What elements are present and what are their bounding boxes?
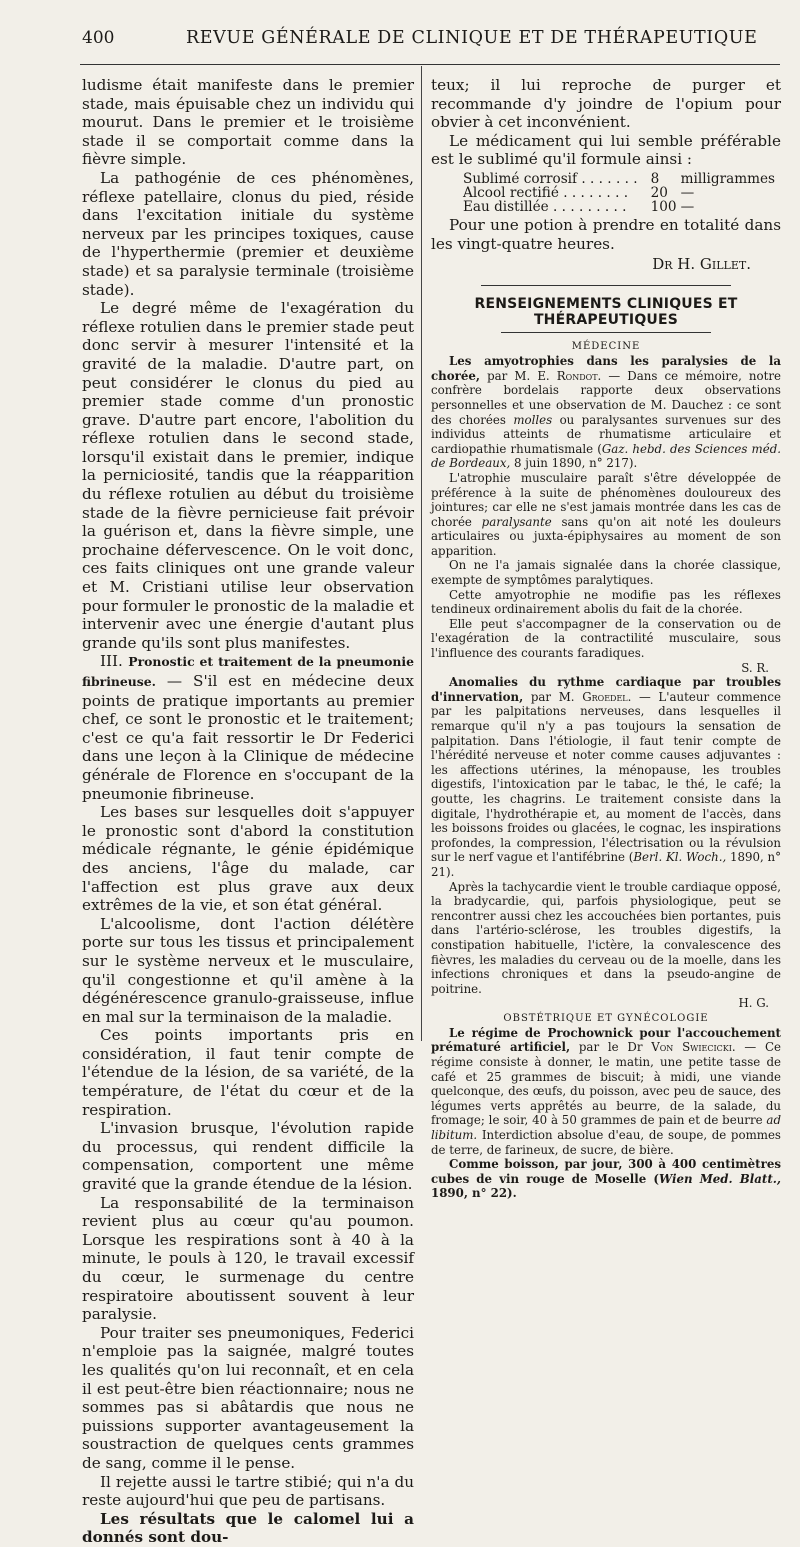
article-paragraph: Cette amyotrophie ne modifie pas les réflexes tendineux ordinairement abolis du fait de la chorée. bbox=[431, 587, 781, 617]
formula-row bbox=[431, 200, 781, 214]
section-number: III. bbox=[100, 652, 123, 671]
paragraph: L'invasion brusque, l'évolution rapide du processus, qui rendent difficile la compensation, comportent une même gravité que la grande étendue de la lésion. bbox=[82, 1119, 414, 1194]
article-title: Les amyotrophies dans les paralysies de la chorée, bbox=[431, 354, 781, 383]
formula-ingredient: Eau distillée . . . . . . . . . bbox=[463, 198, 627, 215]
article-paragraph: On ne l'a jamais signalée dans la chorée classique, exempte de symptômes paralytiques. bbox=[431, 558, 781, 588]
section-title: RENSEIGNEMENTS CLINIQUES ET THÉRAPEUTIQUES bbox=[474, 296, 738, 329]
formula-unit: — bbox=[680, 184, 695, 201]
paragraph: La responsabilité de la terminaison revient plus au cœur qu'au poumon. Lorsque les respirations sont à 40 à la minute, le pouls à 120, le travail excessif du cœur, le surmenage du centre respiratoire aboutissent souvent à leur paralysie. bbox=[82, 1193, 414, 1324]
page-header bbox=[0, 26, 800, 56]
formula-quantity: 8 bbox=[650, 170, 660, 187]
formula-row bbox=[431, 186, 781, 200]
article-paragraph: L'atrophie musculaire paraît s'être développée de préférence à la suite de phénomènes douloureux des jointures; car elle ne s'est jamais montrée dans les cas de chorée paralysante sans qu'on ait noté les douleurs articulaires ou juxta-épiphysaires au moment de son apparition. bbox=[431, 470, 781, 558]
formula-row bbox=[431, 172, 781, 186]
paragraph: Les bases sur lesquelles doit s'appuyer le pronostic sont d'abord la constitution médicale régnante, le génie épidémique des anciens, l'âge du malade, car l'affection est plus grave aux deux extrêmes de la vie, et son état général. bbox=[82, 803, 414, 915]
paragraph: Les résultats que le calomel lui a donnés sont dou- bbox=[82, 1509, 414, 1547]
formula-unit: milligrammes bbox=[680, 170, 776, 187]
article-signoff: S. R. bbox=[741, 660, 769, 675]
article-paragraph: Anomalies du rythme cardiaque par troubles d'innervation, par M. Groedel. — L'auteur commence par les palpitations nerveuses, dans lesquelles il remarque qu'il n'y a pas toujours la sensation de palpitation. Dans l'étiologie, il faut tenir compte de l'hérédité nerveuse et noter comme causes adjuvantes : les affections utérines, la ménopause, les troubles digestifs, l'intoxication par le tabac, le thé, le café; la goutte, les chagrins. Le traitement consiste dans la digitale, l'hydrothérapie et, au moment de l'accès, dans les boissons froides ou glacées, le cognac, les inspirations profondes, la compression, l'électrisation ou la révulsion sur le nerf vague et l'antifébrine (Berl. Kl. Woch., 1890, n° 21). bbox=[431, 675, 781, 879]
section-paragraph bbox=[82, 652, 414, 803]
formula-ingredient: Alcool rectifié . . . . . . . . bbox=[463, 184, 629, 201]
article-author: Groedel. bbox=[582, 689, 632, 704]
right-column bbox=[431, 76, 781, 1201]
paragraph: Pour traiter ses pneumoniques, Federici n'emploie pas la saignée, malgré toutes les qualités qu'on lui reconnaît, et en cela il est peut-être bien réactionnaire; nous ne sommes pas si abâtardis que nous ne puissions supporter avantageusement la soustraction de quelques cents grammes de sang, comme il le pense. bbox=[82, 1323, 414, 1472]
left-column bbox=[82, 76, 414, 1547]
paragraph: Ces points importants pris en considération, il faut tenir compte de l'étendue de la lésion, de sa variété, de la température, de l'état du cœur et de la respiration. bbox=[82, 1026, 414, 1119]
paragraph-text: — S'il est en médecine deux points de pratique importants au premier chef, ce sont le pronostic et le traitement; c'est ce qu'a fait ressortir le Dr Federici dans une leçon à la Clinique de médecine générale de Florence en s'occupant de la pneumonie fibrineuse. bbox=[82, 672, 414, 803]
article-title: Le régime de Prochownick pour l'accouchement prématuré artificiel, bbox=[431, 1025, 781, 1055]
subsection-heading: OBSTÉTRIQUE ET GYNÉCOLOGIE bbox=[503, 1012, 709, 1024]
article-paragraph: Les amyotrophies dans les paralysies de la chorée, par M. E. Rondot. — Dans ce mémoire, notre confrère bordelais rapporte deux observations personnelles et une observation de M. Dauchez : ce sont des chorées molles ou paralysantes survenues sur des individus atteints de rhumatisme articulaire et cardiopathie rhumatismale (Gaz. hebd. des Sciences méd. de Bordeaux, 8 juin 1890, n° 217). bbox=[431, 354, 781, 471]
page-number: 400 bbox=[82, 28, 115, 48]
subsection-heading: MÉDECINE bbox=[571, 341, 641, 353]
paragraph: ludisme était manifeste dans le premier stade, mais épuisable chez un individu qui mourut. Dans le premier et le troisième stade il se comportait comme dans la fièvre simple. bbox=[82, 76, 414, 169]
running-title: REVUE GÉNÉRALE DE CLINIQUE ET DE THÉRAPEUTIQUE bbox=[186, 28, 758, 48]
paragraph: Il rejette aussi le tartre stibié; qui n'a du reste aujourd'hui que peu de partisans. bbox=[82, 1472, 414, 1510]
paragraph: teux; il lui reproche de purger et recommande d'y joindre de l'opium pour obvier à cet inconvénient. bbox=[431, 76, 781, 132]
header-rule bbox=[80, 64, 780, 65]
article-title: Anomalies du rythme cardiaque par troubles d'innervation, bbox=[431, 675, 781, 704]
paragraph: Le degré même de l'exagération du réflexe rotulien dans le premier stade peut donc servir à mesurer l'intensité et la gravité de la maladie. D'autre part, on peut considérer le clonus du pied au premier stade comme d'un pronostic grave. D'autre part encore, l'abolition du réflexe rotulien dans le second stade, lorsqu'il existait dans le premier, indique la perniciosité, tandis que la réapparition du réflexe rotulien au début du troisième stade de la fièvre pernicieuse fait prévoir la guérison et, dans la fièvre simple, une prochaine défervescence. On le voit donc, ces faits cliniques ont une grande valeur et M. Cristiani utilise leur observation pour formuler le pronostic de la maladie et intervenir avec une énergie d'autant plus grande qu'ils sont plus manifestes. bbox=[82, 299, 414, 652]
author-signature: Dr H. Gillet. bbox=[652, 255, 751, 274]
article-reference: Gaz. hebd. des Sciences méd. de Bordeaux, bbox=[431, 441, 781, 471]
section-title-rule bbox=[501, 332, 711, 333]
formula-quantity: 20 bbox=[650, 184, 668, 201]
article-paragraph: Après la tachycardie vient le trouble cardiaque opposé, la bradycardie, qui, parfois physiologique, peut se rencontrer aussi chez les accouchées bien portantes, puis dans l'artério-sclérose, les troubles digestifs, la constipation habituelle, l'ictère, la convalescence des fièvres, les maladies du cerveau ou de la moelle, dans les infections chroniques et dans la pseudo-angine de poitrine. bbox=[431, 879, 781, 996]
formula-table bbox=[431, 172, 781, 214]
column-divider bbox=[421, 66, 422, 1041]
paragraph: Le médicament qui lui semble préférable est le sublimé qu'il formule ainsi : bbox=[431, 131, 781, 169]
paragraph: La pathogénie de ces phénomènes, réflexe patellaire, clonus du pied, réside dans l'excitation initiale du système nerveux par les principes toxiques, cause de l'hyperthermie (premier et deuxième stade) et sa paralysie terminale (troisième stade). bbox=[82, 168, 414, 299]
article-signoff: H. G. bbox=[738, 996, 769, 1011]
article-paragraph: Elle peut s'accompagner de la conservation ou de l'exagération de la contractilité musculaire, sous l'influence des courants faradiques. bbox=[431, 616, 781, 661]
formula-ingredient: Sublimé corrosif . . . . . . . bbox=[463, 170, 638, 187]
formula-quantity: 100 bbox=[650, 198, 677, 215]
section-heading: Pronostic et traitement de la pneumonie fibrineuse. bbox=[82, 654, 415, 689]
section-rule bbox=[481, 285, 731, 286]
article-paragraph: Comme boisson, par jour, 300 à 400 centimètres cubes de vin rouge de Moselle (Wien Med. Blatt., 1890, n° 22). bbox=[431, 1157, 781, 1201]
formula-unit: — bbox=[680, 198, 695, 215]
article-reference: Berl. Kl. Woch., bbox=[633, 850, 727, 865]
article-author: Von Swiecicki. bbox=[651, 1040, 736, 1055]
article-author: Rondot. bbox=[556, 368, 602, 383]
article-reference: Wien Med. Blatt., bbox=[658, 1171, 781, 1186]
paragraph: L'alcoolisme, dont l'action délétère porte sur tous les tissus et principalement sur le système nerveux et le musculaire, qu'il congestionne et qu'il amène à la dégénérescence granulo-graisseuse, influe en mal sur la terminaison de la maladie. bbox=[82, 914, 414, 1026]
article-paragraph: Le régime de Prochownick pour l'accouchement prématuré artificiel, par le Dr Von Swiecicki. — Ce régime consiste à donner, le matin, une petite tasse de café et 25 grammes de biscuit; à midi, une viande quelconque, des œufs, du poisson, avec peu de sauce, des légumes verts apprêtés au beurre, de la salade, du fromage; le soir, 40 à 50 grammes de pain et de beurre ad libitum. Interdiction absolue d'eau, de soupe, de pommes de terre, de farineux, de sucre, de bière. bbox=[431, 1025, 782, 1157]
paragraph: Pour une potion à prendre en totalité dans les vingt-quatre heures. bbox=[431, 215, 781, 253]
